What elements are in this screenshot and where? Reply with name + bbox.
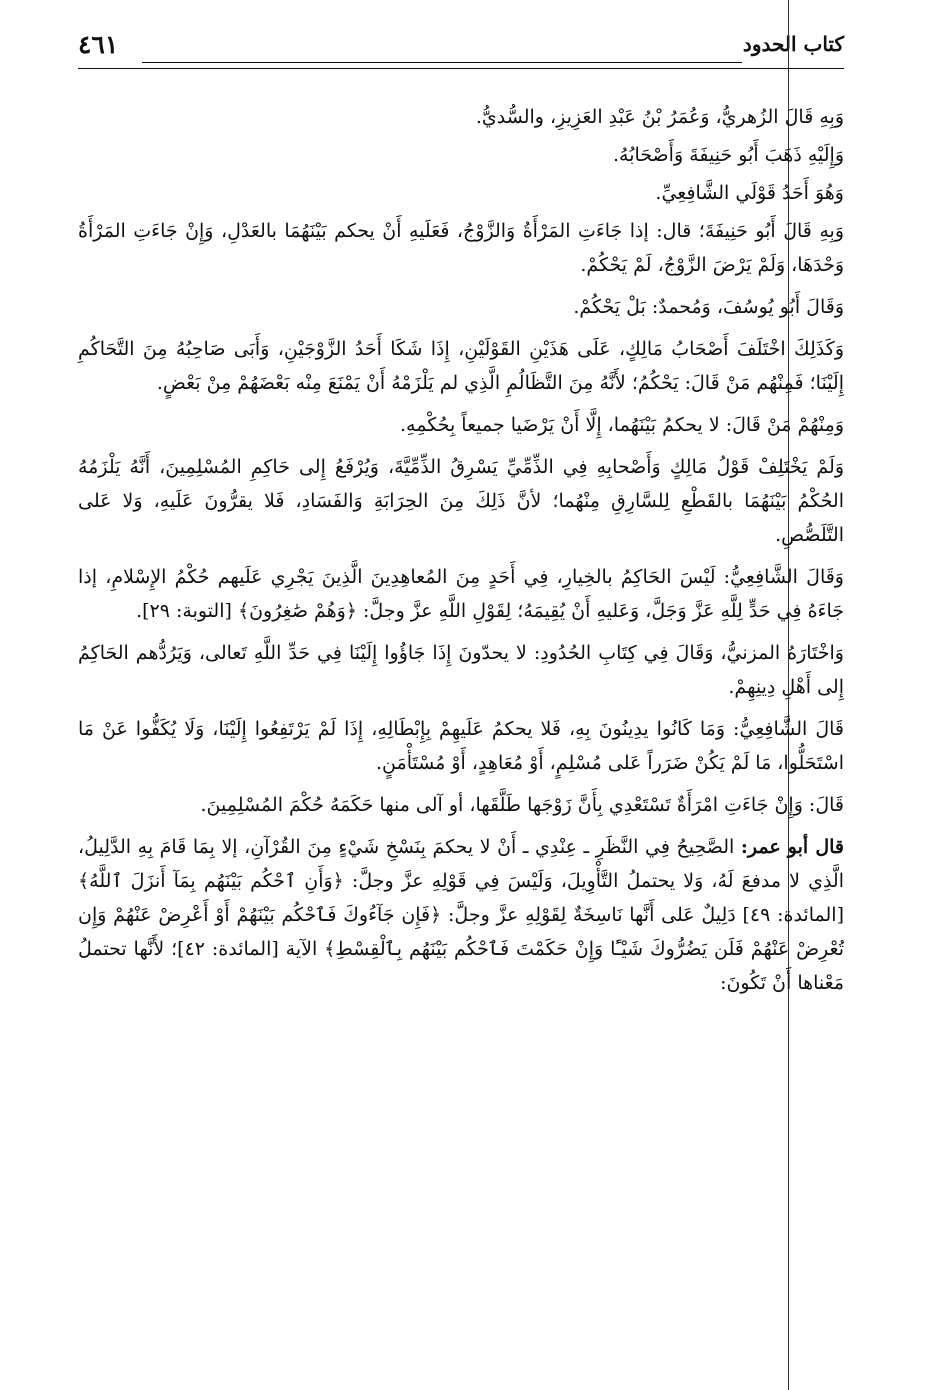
page-body [78,100,844,1008]
paragraph: قَالَ الشَّافِعِيُّ: وَمَا كَانُوا يدِينُونَ بِهِ، فَلا يحكمُ عَلَيهِمْ بِإِبْطَالِهِ، إِذَا لَمْ يَرْتَفِعُوا إِلَيْنَا، وَلَا يُكَفُّوا عَنْ مَا اسْتَحَلُّوا، مَا لَمْ يَكُنْ ضَرَراً عَلى مُسْلِمٍ، أَوْ مُعَاهِدٍ، أَوْ مُسْتَأْمَنٍ. [78,718,844,774]
paragraph: وَبِهِ قَالَ الزُهريُّ، وَعُمَرُ بْنُ عَبْدِ العَزِيزِ، والسُّديُّ. [475,106,844,128]
running-title: كتاب الحدود [742,32,844,56]
paragraph-text: الصَّحِيحُ فِي النَّظَرِ ـ عِنْدِي ـ أَنْ لا يحكمَ بِنَسْخِ شَيْءٍ مِنَ القُرْآنِ، إلا بِمَا قَامَ بِهِ الدَّلِيلُ، الَّذِي لا مدفعَ لَهُ، وَلا يحتملُ التَّأْوِيلَ، وَلَيْسَ فِي قَوْلِهِ عزَّ وجلَّ: ﴿وَأَنِ ٱحْكُم بَيْنَهُم بِمَآ أَنزَلَ ٱللَّهُ﴾ [المائدة: ٤٩] دَلِيلٌ عَلى أَنَّها نَاسِخَةٌ لِقَوْلِهِ عزَّ وجلَّ: ﴿فَإِن جَآءُوكَ فَٱحْكُم بَيْنَهُمْ أَوْ أَعْرِضْ عَنْهُمْ وَإِن تُعْرِضْ عَنْهُمْ فَلَن يَضُرُّوكَ شَيْـًٔا وَإِنْ حَكَمْتَ فَٱحْكُم بَيْنَهُم بِٱلْقِسْطِ﴾ الآية [المائدة: ٤٢]؛ لأَنَّها تحتملُ مَعْناها أَنْ تَكُونَ: [78,836,844,994]
paragraph: وَمِنْهُمْ مَنْ قَالَ: لا يحكمُ بَيْنَهُما، إِلَّا أَنْ يَرْضَيا جميعاً بِحُكْمِهِ. [400,414,844,436]
paragraph: وَكَذَلِكَ اخْتَلَفَ أَصْحَابُ مَالِكٍ، عَلَى هَذَيْنِ القَوْلَيْنِ، إِذَا شَكَا أَحَدُ الزَّوْجَيْنِ، وَأَبَى صَاحِبُهُ مِنَ التَّحَاكُمِ إِلَيْنَا؛ فَمِنْهُم مَنْ قَالَ: يَحْكُمُ؛ لأَنَّهُ مِنَ التَّظَالُمِ الَّذِي لم يَلْزَمْهُ أَنْ يَمْنَعَ مِنْه بَعْضَهُمْ مِنْ بَعْضٍ. [78,338,844,394]
paragraph [78,830,844,1000]
paragraph: وَقَالَ أَبُو يُوسُفَ، وَمُحمدٌ: بَلْ يَحْكُمْ. [573,296,844,318]
page-number: ٤٦١ [78,30,119,59]
paragraph: قَالَ: وَإِنْ جَاءَتِ امْرَأَةٌ تَسْتَعْدِي بِأَنَّ زَوْجَها طَلَّقَها، أو آلى منها حَكَمَهُ حُكْمَ المُسْلِمِينَ. [200,794,844,816]
author-lead: قال أبو عمر: [740,836,844,858]
header-rule [142,62,742,63]
paragraph: وَقَالَ الشَّافِعِيُّ: لَيْسَ الحَاكِمُ بالخِيارِ، فِي أَحَدٍ مِنَ المُعاهِدِينَ الَّذِينَ يَجْرِي عَلَيهم حُكْمُ الإِسْلامِ، إذا جَاءَهُ فِي حَدٍّ لِلَّهِ عَزَّ وَجَلَّ، وَعَليهِ أَنْ يُقِيمَهُ؛ لِقَوْلِ اللَّهِ عزَّ وجلَّ: ﴿وَهُمْ صَٰغِرُونَ﴾ [التوبة: ٢٩]. [78,566,844,622]
paragraph: وَاخْتَارَهُ المزنيُّ، وَقَالَ فِي كِتَابِ الحُدُودِ: لا يحدّونَ إِذَا جَاؤُوا إِلَيْنَا فِي حَدِّ اللَّهِ تَعالى، وَيَرُدُّهم الحَاكِمُ إِلى أَهْلِ دِينِهِمْ. [78,642,844,698]
header-underline [78,68,844,69]
paragraph: وَبِهِ قَالَ أَبُو حَنِيفَةَ؛ قال: إذا جَاءَتِ المَرْأَةُ وَالزَّوْجُ، فَعَلَيهِ أَنْ يحكم بَيْنَهُمَا بالعَدْلِ، وَإِنْ جَاءَتِ المَرْأَةُ وَحْدَهَا، وَلَمْ يَرْضَ الزَّوْجُ، لَمْ يَحْكُمْ. [78,220,844,276]
paragraph: وَلَمْ يَخْتَلِفْ قَوْلُ مَالِكٍ وَأَصْحابِهِ فِي الذِّمِّيِّ يَسْرِقُ الذِّمِّيَّةَ، وَيُرْفَعُ إِلى حَاكِمِ المُسْلِمِينَ، أَنَّهُ يَلْزَمُهُ الحُكْمُ بَيْنَهُمَا بالقَطْعِ لِلسَّارِقِ مِنْهُما؛ لأنَّ ذَلِكَ مِنَ الحِرَابَةِ وَالفَسَادِ، فَلا يقرُّونَ عَلَيهِ، وَلا عَلى التَّلَصُّصِ. [78,456,844,546]
paragraph: وَهُوَ أَحَدُ قَوْلَي الشَّافِعِيِّ. [655,182,844,204]
paragraph: وَإِلَيْهِ ذَهَبَ أَبُو حَنِيفَةَ وَأَصْحَابُهُ. [612,144,844,166]
page-header [78,22,844,66]
